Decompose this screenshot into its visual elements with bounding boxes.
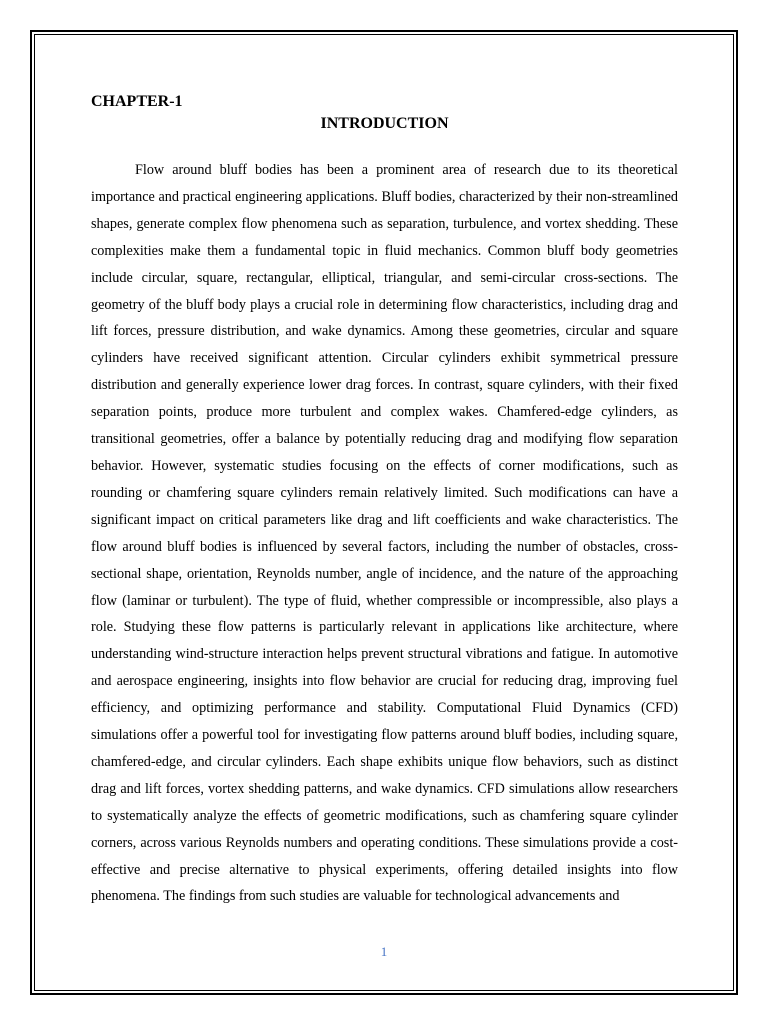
chapter-title: INTRODUCTION <box>320 115 449 132</box>
body-paragraph: Flow around bluff bodies has been a prominent area of research due to its theoretical importance and practical engineering applications. Bluff bodies, characterized by their non-streamlined shapes, generate complex flow phenomena such as separation, turbulence, and vortex shedding. These complexities make them a fundamental topic in fluid mechanics. Common bluff body geometries include circular, square, rectangular, elliptical, triangular, and semi-circular cross-sections. The geometry of the bluff body plays a crucial role in determining flow characteristics, including drag and lift forces, pressure distribution, and wake dynamics. Among these geometries, circular and square cylinders have received significant attention. Circular cylinders exhibit symmetrical pressure distribution and generally experience lower drag forces. In contrast, square cylinders, with their fixed separation points, produce more turbulent and complex wakes. Chamfered-edge cylinders, as transitional geometries, offer a balance by potentially reducing drag and modifying flow separation behavior. However, systematic studies focusing on the effects of corner modifications, such as rounding or chamfering square cylinders remain relatively limited. Such modifications can have a significant impact on critical parameters like drag and lift coefficients and wake characteristics. The flow around bluff bodies is influenced by several factors, including the number of obstacles, cross-sectional shape, orientation, Reynolds number, angle of incidence, and the nature of the approaching flow (laminar or turbulent). The type of fluid, whether compressible or incompressible, also plays a role. Studying these flow patterns is particularly relevant in applications like architecture, where understanding wind-structure interaction helps prevent structural vibrations and fatigue. In automotive and aerospace engineering, insights into flow behavior are crucial for reducing drag, improving fuel efficiency, and optimizing performance and stability. Computational Fluid Dynamics (CFD) simulations offer a powerful tool for investigating flow patterns around bluff bodies, including square, chamfered-edge, and circular cylinders. Each shape exhibits unique flow behaviors, such as distinct drag and lift forces, vortex shedding patterns, and wake dynamics. CFD simulations allow researchers to systematically analyze the effects of geometric modifications, such as chamfering square cylinder corners, across various Reynolds numbers and operating conditions. These simulations provide a cost-effective and precise alternative to physical experiments, offering detailed insights into flow phenomena. The findings from such studies are valuable for technological advancements and <box>91 162 678 905</box>
chapter-label: CHAPTER-1 <box>91 93 183 110</box>
page-number: 1 <box>380 944 388 959</box>
